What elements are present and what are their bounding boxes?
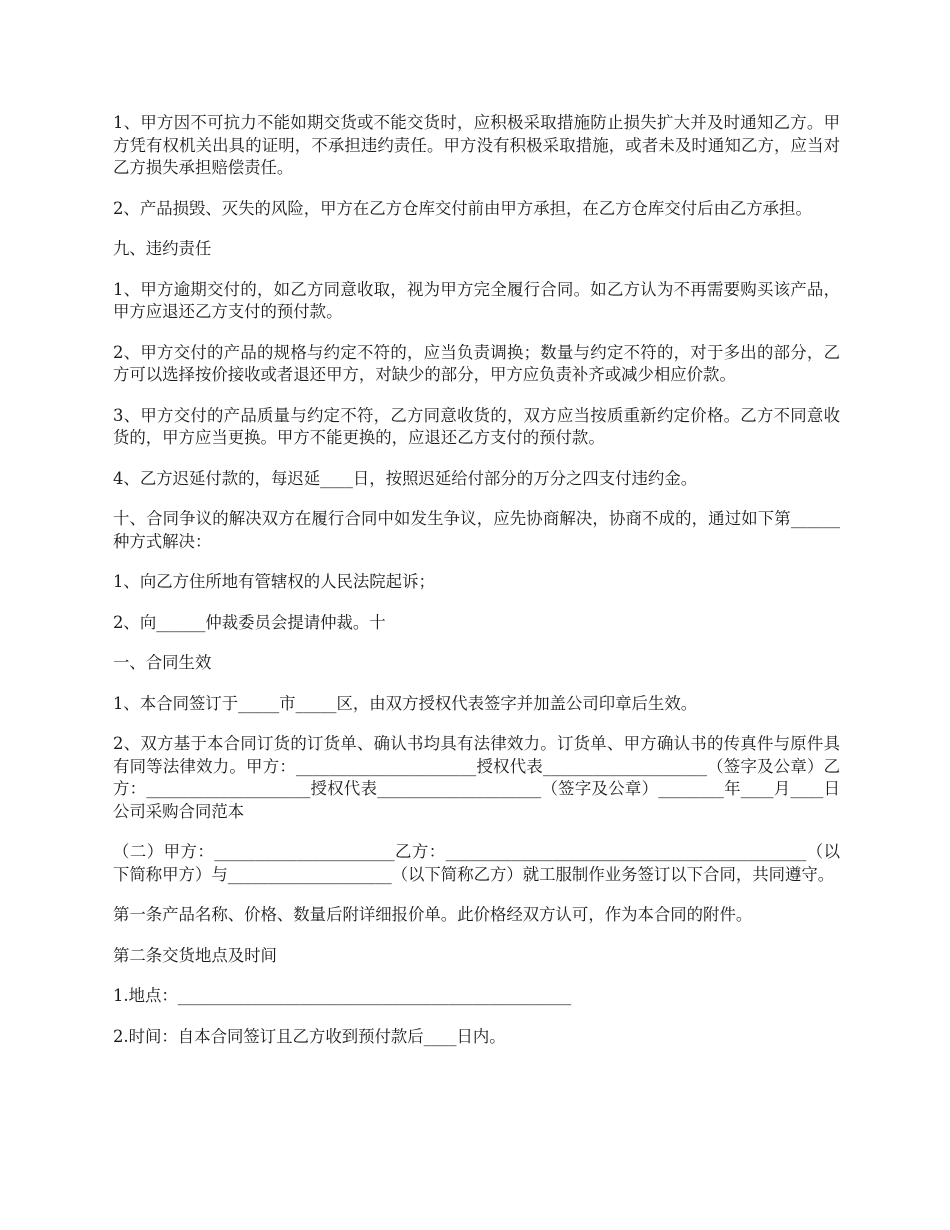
- paragraph-arbitration-option: 2、向______仲裁委员会提请仲裁。十: [113, 612, 386, 632]
- paragraph-dispute-resolution: 十、合同争议的解决双方在履行合同中如发生争议，应先协商解决，协商不成的，通过如下第______种方式解决：: [113, 509, 840, 551]
- document-body: [113, 112, 840, 1066]
- paragraph-signing-place: 1、本合同签订于_____市_____区，由双方授权代表签字并加盖公司印章后生效。: [113, 693, 698, 713]
- paragraph-article-two: 第二条交货地点及时间: [113, 945, 277, 965]
- paragraph-parties: （二）甲方：______________________乙方：____________________________________________（以下简称甲方）与____________________（以下简称乙方）就工服制作业务签订以下合同，共同遵守。: [113, 842, 840, 884]
- section-heading-liability: 九、违约责任: [113, 239, 212, 258]
- paragraph-force-majeure: 1、甲方因不可抗力不能如期交货或不能交货时，应积极采取措施防止损失扩大并及时通知乙方。甲方凭有权机关出具的证明，不承担违约责任。甲方没有积极采取措施，或者未及时通知乙方，应当对乙方损失承担赔偿责任。: [113, 113, 840, 177]
- paragraph-delivery-location: 1.地点：________________________________________________: [113, 986, 572, 1005]
- paragraph-quality-mismatch: 3、甲方交付的产品质量与约定不符，乙方同意收货的，双方应当按质重新约定价格。乙方不同意收货的，甲方应当更换。甲方不能更换的，应退还乙方支付的预付款。: [113, 405, 840, 447]
- section-heading-effectiveness: 一、合同生效: [113, 653, 212, 672]
- paragraph-article-one: 第一条产品名称、价格、数量后附详细报价单。此价格经双方认可，作为本合同的附件。: [113, 905, 753, 924]
- paragraph-delivery-time: 2.时间：自本合同签订且乙方收到预付款后____日内。: [113, 1026, 506, 1046]
- paragraph-spec-mismatch: 2、甲方交付的产品的规格与约定不符的，应当负责调换；数量与约定不符的，对于多出的部分，乙方可以选择按价接收或者退还甲方，对缺少的部分，甲方应负责补齐或减少相应价款。: [113, 342, 840, 384]
- paragraph-court-option: 1、向乙方住所地有管辖权的人民法院起诉；: [113, 572, 435, 591]
- paragraph-signature-block: 2、双方基于本合同订货的订货单、确认书均具有法律效力。订货单、甲方确认书的传真件与原件具有同等法律效力。甲方：______________________授权代表____________________（签字及公章）乙方：____________________授权代表____________________（签字及公章）________年____月____日公司采购合同范本: [113, 734, 840, 821]
- paragraph-late-payment: 4、乙方迟延付款的，每迟延____日，按照迟延给付部分的万分之四支付违约金。: [113, 468, 698, 488]
- paragraph-risk-transfer: 2、产品损毁、灭失的风险，甲方在乙方仓库交付前由甲方承担，在乙方仓库交付后由乙方承担。: [113, 198, 812, 218]
- paragraph-late-delivery: 1、甲方逾期交付的，如乙方同意收取，视为甲方完全履行合同。如乙方认为不再需要购买该产品，甲方应退还乙方支付的预付款。: [113, 279, 840, 321]
